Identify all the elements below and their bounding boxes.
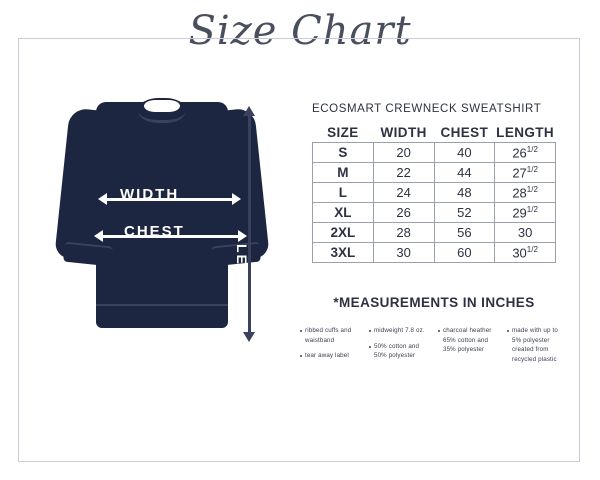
- cell-chest: 48: [434, 183, 495, 203]
- cell-width: 22: [373, 163, 434, 183]
- cell-size: 3XL: [313, 243, 374, 263]
- feature-item: [300, 351, 361, 361]
- cell-length: $26^{1/2}$: [495, 143, 556, 163]
- cell-chest: 40: [434, 143, 495, 163]
- left-cuff: [63, 242, 113, 267]
- chest-arrow-left-head-icon: [94, 230, 103, 242]
- column-header-chest: CHEST: [434, 122, 495, 143]
- sweatshirt-body: [96, 102, 228, 326]
- cell-width: 30: [373, 243, 434, 263]
- feature-column: [507, 326, 568, 370]
- column-header-width: WIDTH: [373, 122, 434, 143]
- bullet-icon: [507, 330, 509, 332]
- table-row: [313, 163, 556, 183]
- feature-item: [438, 326, 499, 355]
- bullet-icon: [438, 330, 440, 332]
- waistband: [96, 304, 228, 328]
- cell-size: 2XL: [313, 223, 374, 243]
- cell-width: 28: [373, 223, 434, 243]
- feature-column: [438, 326, 499, 370]
- bullet-icon: [300, 330, 302, 332]
- feature-text: 50% cotton and 50% polyester: [374, 342, 420, 360]
- feature-item: [369, 326, 430, 336]
- feature-item: [300, 326, 361, 345]
- width-label: WIDTH: [120, 186, 180, 203]
- cell-size: XL: [313, 203, 374, 223]
- feature-column: [300, 326, 361, 370]
- table-row: [313, 203, 556, 223]
- size-table: [312, 122, 556, 263]
- length-label: LENGTH: [234, 244, 250, 314]
- table-header-row: [313, 122, 556, 143]
- table-row: [313, 183, 556, 203]
- feature-text: ribbed cuffs and waistband: [305, 327, 352, 344]
- cell-length: $30^{1/2}$: [495, 243, 556, 263]
- length-fraction: 1/2: [526, 164, 538, 174]
- cell-length: $28^{1/2}$: [495, 183, 556, 203]
- table-row: [313, 243, 556, 263]
- garment-illustration: [40, 80, 290, 350]
- bullet-icon: [300, 355, 302, 357]
- length-fraction: 1/2: [526, 144, 538, 154]
- cell-size: M: [313, 163, 374, 183]
- cell-length: $27^{1/2}$: [495, 163, 556, 183]
- sweatshirt-graphic: [62, 94, 262, 342]
- cell-width: 26: [373, 203, 434, 223]
- length-arrow-top-head-icon: [243, 106, 255, 116]
- feature-text: made with up to 5% polyester created from recycled plastic: [512, 327, 558, 363]
- feature-text: tear away label: [305, 352, 349, 360]
- feature-list: [300, 326, 568, 370]
- cell-chest: 44: [434, 163, 495, 183]
- feature-text: charcoal heather 65% cotton and 35% polyester: [443, 327, 492, 354]
- collar-opening: [144, 100, 180, 112]
- size-table-area: [312, 103, 556, 263]
- chest-arrow-right-head-icon: [238, 230, 247, 242]
- cell-width: 24: [373, 183, 434, 203]
- length-arrow-bottom-head-icon: [243, 332, 255, 342]
- cell-length: 30: [495, 223, 556, 243]
- feature-text: midweight 7.8 oz.: [374, 327, 425, 334]
- column-header-size: SIZE: [313, 122, 374, 143]
- length-fraction: 1/2: [526, 244, 538, 254]
- table-row: [313, 143, 556, 163]
- cell-size: L: [313, 183, 374, 203]
- feature-item: [507, 326, 568, 364]
- cell-size: S: [313, 143, 374, 163]
- table-row: [313, 223, 556, 243]
- cell-width: 20: [373, 143, 434, 163]
- column-header-length: LENGTH: [495, 122, 556, 143]
- bullet-icon: [369, 346, 371, 348]
- cell-chest: 60: [434, 243, 495, 263]
- cell-chest: 52: [434, 203, 495, 223]
- cell-length: $29^{1/2}$: [495, 203, 556, 223]
- page-title: Size Chart: [188, 8, 412, 54]
- width-arrow-left-head-icon: [98, 193, 107, 205]
- length-fraction: 1/2: [526, 184, 538, 194]
- length-fraction: 1/2: [526, 204, 538, 214]
- bullet-icon: [369, 330, 371, 332]
- chest-label: CHEST: [124, 223, 185, 240]
- width-arrow-right-head-icon: [232, 193, 241, 205]
- feature-column: [369, 326, 430, 370]
- measurements-note: *MEASUREMENTS IN INCHES: [333, 295, 535, 310]
- cell-chest: 56: [434, 223, 495, 243]
- feature-item: [369, 342, 430, 361]
- size-table-title: ECOSMART CREWNECK SWEATSHIRT: [312, 103, 542, 115]
